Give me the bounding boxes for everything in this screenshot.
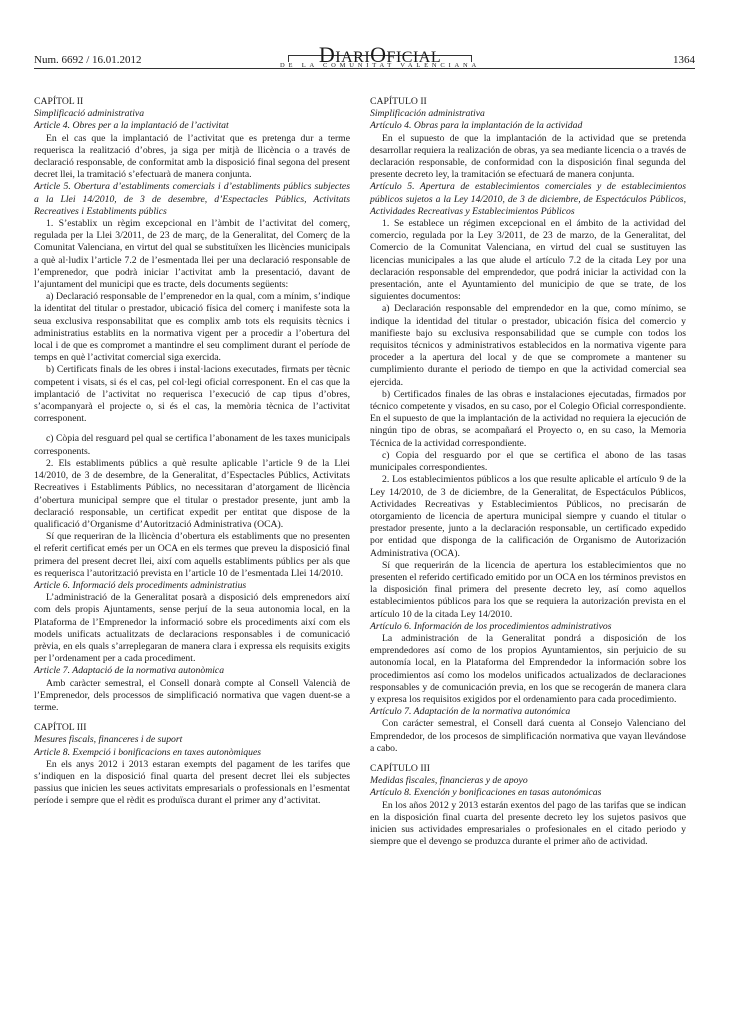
- chapter-heading: CAPÍTOL II: [34, 96, 84, 107]
- article-paragraph: En el cas que la implantació de l’activitat que es pretenga dur a terme requerisca la realització d’obres, ja siga per mitjà de llicència o a través de declaració responsable, de conformitat amb la disposició final segona del present decret llei, la tramitació s’efectuarà de manera conjunta.: [34, 132, 350, 181]
- page-header: [34, 40, 695, 72]
- article-title: Article 8. Exempció i bonificacions en taxes autonòmiques: [34, 746, 262, 758]
- valencian-column: [34, 96, 350, 808]
- article-paragraph: En els anys 2012 i 2013 estaran exempts del pagament de les tarifes que s’indiquen en la disposició final quarta del present decret llei els subjectes passius que inicien les seues activitats empresarials o professionals en l’esmentat període i sempre que el rèdit es produïsca durant el primer any d’activitat.: [34, 758, 350, 807]
- article-paragraph: a) Declaració responsable de l’emprenedor en la qual, com a mínim, s’indique la identitat del titular o prestador, ubicació física del comerç i manifeste sota la seua exclusiva responsabilitat que es complix amb tots els requisits tècnics i administratius establits en la normativa vigent per a procedir a l’obertura del local i de que es compromet a mantindre el seu compliment durant el període de temps en què l’activitat comercial siga exercida.: [34, 291, 350, 364]
- page-number: 1364: [673, 54, 695, 66]
- diari-oficial-logo: [280, 42, 480, 70]
- article-paragraph: En los años 2012 y 2013 estarán exentos del pago de las tarifas que se indican en la disposición final cuarta del presente decreto ley los sujetos pasivos que inicien sus actividades empresariales o profesionales en el citado periodo y siempre que el devengo se produzca durante el primer año de actividad.: [370, 799, 686, 848]
- chapter-subtitle: Simplificación administrativa: [370, 108, 485, 120]
- article-paragraph: a) Declaración responsable del emprendedor en la que, como mínimo, se indique la identidad del titular o prestador, ubicación física del comercio y manifieste bajo su exclusiva responsabilidad que se cumple con todos los requisitos técnicos y administrativos establecidos en la normativa vigente para proceder a la apertura del local y de que se compromete a mantener su cumplimiento durante el periodo de tiempo en que la actividad comercial sea ejercida.: [370, 303, 686, 388]
- article-paragraph: c) Còpia del resguard pel qual se certifica l’abonament de les taxes municipals corresponents.: [34, 433, 350, 457]
- chapter-subtitle: Medidas fiscales, financieras y de apoyo: [370, 775, 528, 787]
- header-rule: [34, 68, 695, 69]
- article-paragraph: 2. Els establiments públics a què resulte aplicable l’article 9 de la Llei 14/2010, de 3 de desembre, de la Generalitat, d’Espectacles Públics, Activitats Recreatives i Establiments Públics, no necessitaran d’atorgament de llicència d’obertura municipal sempre que el titular o prestador presente, junt amb la declaració responsable, un certificat expedit per entitat que dispose de la qualificació d’Organisme d’Autorització Administrativa (OCA).: [34, 457, 350, 530]
- article-paragraph: La administración de la Generalitat pondrá a disposición de los emprendedores así como de los propios Ayuntamientos, sin perjuicio de su autonomía local, en la Plataforma del Emprendedor la información sobre los procedimientos así como los modelos unificados actualizados de declaraciones responsables y de comunicación previa, en los que se recogerán de manera clara y expresa los requisitos exigidos por el ordenamiento para cada procedimiento.: [370, 632, 686, 705]
- article-paragraph: En el supuesto de que la implantación de la actividad que se pretenda desarrollar requiera la realización de obras, ya sea mediante licencia o a través de declaración responsable, de conformidad con la disposición final segunda del presente decreto ley, la tramitación se efectuará de manera conjunta.: [370, 132, 686, 181]
- article-paragraph: Con carácter semestral, el Consell dará cuenta al Consejo Valenciano del Emprendedor, de los procesos de simplificación normativa que vayan llevándose a cabo.: [370, 718, 686, 754]
- chapter-subtitle: Simplificació administrativa: [34, 108, 145, 120]
- article-paragraph: Sí que requeriran de la llicència d’obertura els establiments que no presenten el referit certificat emés per un OCA en els termes que preveu la disposició final primera del present decret llei, així com aquells establiments públics per als que es requerisca l’autorització prevista en l’article 10 de l’esmentada Llei 14/2010.: [34, 531, 350, 579]
- chapter-heading: CAPÍTOL III: [34, 722, 87, 734]
- article-paragraph: Sí que requerirán de la licencia de apertura los establecimientos que no presenten el referido certificado emitido por un OCA en los términos previstos en la disposición final primera del presente decreto ley, así como aquellos establecimientos públicos para los que se requiera la autorización prevista en el artículo 10 de la citada Ley 14/2010.: [370, 559, 686, 620]
- spanish-column: [370, 96, 686, 848]
- chapter-heading: CAPÍTULO II: [370, 96, 427, 107]
- article-paragraph: 1. S’establix un règim excepcional en l’àmbit de l’activitat del comerç, regulada per la Llei 3/2011, de 23 de març, de la Generalitat, del Comerç de la Comunitat Valenciana, en virtut del qual se substituïxen les llicències municipals a què al·ludix l’article 7.2 de l’esmentada llei per una declaració responsable de l’emprenedor, que podrà iniciar l’activitat amb la presentació, davant de l’ajuntament del municipi que es tracte, dels documents següents:: [34, 218, 350, 291]
- issue-number: Num. 6692 / 16.01.2012: [34, 54, 142, 66]
- article-paragraph: 2. Los establecimientos públicos a los que resulte aplicable el artículo 9 de la Ley 14/2010, de 3 de diciembre, de la Generalitat, de Espectáculos Públicos, Actividades Recreativas y Establecimientos Públicos, no precisarán de otorgamiento de licencia de apertura municipal siempre y cuando el titular o prestador presente, junto a la declaración responsable, un certificado expedido por entidad que disponga de la calificación de Organismo de Autorización Administrativa (OCA).: [370, 474, 686, 559]
- article-title: Artículo 5. Apertura de establecimientos comerciales y de establecimientos públicos sujetos a la Ley 14/2010, de 3 de diciembre, de Espectáculos Públicos, Actividades Recreativas y Establecimientos Públicos: [370, 181, 686, 217]
- article-paragraph: Amb caràcter semestral, el Consell donarà compte al Consell Valencià de l’Emprenedor, dels processos de simplificació normativa que vagen duent-se a terme.: [34, 677, 350, 713]
- article-title: Artículo 4. Obras para la implantación de la actividad: [370, 120, 583, 132]
- article-paragraph: L’administració de la Generalitat posarà a disposició dels emprenedors així com dels propis Ajuntaments, sense perjuí de la seua autonomia local, en la Plataforma de l’Emprenedor la informació sobre els procediments així com els models unificats actualitzats de declaracions responsables i de comunicació prèvia, en els quals s’arreplegaran de manera clara i expressa els requisits exigits per l’ordenament per a cada procediment.: [34, 592, 350, 665]
- article-title: Article 5. Obertura d’establiments comercials i d’establiments públics subjectes a la Llei 14/2010, de 3 de desembre, d’Espectacles Públics, Activitats Recreatives i Establiments públics: [34, 181, 350, 217]
- article-title: Article 4. Obres per a la implantació de l’activitat: [34, 120, 229, 132]
- chapter-subtitle: Mesures fiscals, financeres i de suport: [34, 734, 183, 746]
- article-title: Artículo 8. Exención y bonificaciones en tasas autonómicas: [370, 787, 602, 799]
- article-title: Article 7. Adaptació de la normativa autonòmica: [34, 665, 225, 677]
- article-title: Artículo 7. Adaptación de la normativa autonómica: [370, 706, 571, 718]
- article-title: Article 6. Informació dels procediments administratius: [34, 579, 247, 591]
- logo-title: DIARIOFICIAL: [318, 42, 442, 67]
- article-paragraph: c) Copia del resguardo por el que se certifica el abono de las tasas municipales correspondientes.: [370, 449, 686, 474]
- chapter-heading: CAPÍTULO III: [370, 762, 430, 774]
- article-title: Artículo 6. Información de los procedimientos administrativos: [370, 620, 612, 632]
- article-paragraph: b) Certificats finals de les obres i instal·lacions executades, firmats per tècnic competent i visats, si és el cas, pel col·legi oficial corresponent. En el cas que la implantació de l’activitat no requerisca l’execució de cap tipus d’obres, s’acompanyarà el projecte o, si és el cas, la memòria tècnica de l’activitat corresponent.: [34, 364, 350, 425]
- logo-subtitle: DE LA COMUNITAT VALENCIANA: [280, 62, 480, 69]
- article-paragraph: 1. Se establece un régimen excepcional en el ámbito de la actividad del comercio, regulada por la Ley 3/2011, de 23 de marzo, de la Generalitat, del Comercio de la Comunitat Valenciana, en virtud del cual se sustituyen las licencias municipales a las que alude el artículo 7.2 de la citada Ley por una declaración responsable del emprendedor, que podrá iniciar la actividad con la presentación, ante el Ayuntamiento del municipio de que se trate, de los siguientes documentos:: [370, 218, 686, 303]
- article-paragraph: b) Certificados finales de las obras e instalaciones ejecutadas, firmados por técnico competente y visados, en su caso, por el Colegio Oficial correspondiente. En el supuesto de que la implantación de la actividad no requiera la ejecución de ningún tipo de obras, se acompañará el Proyecto o, en su caso, la Memoria Técnica de la actividad correspondiente.: [370, 388, 686, 449]
